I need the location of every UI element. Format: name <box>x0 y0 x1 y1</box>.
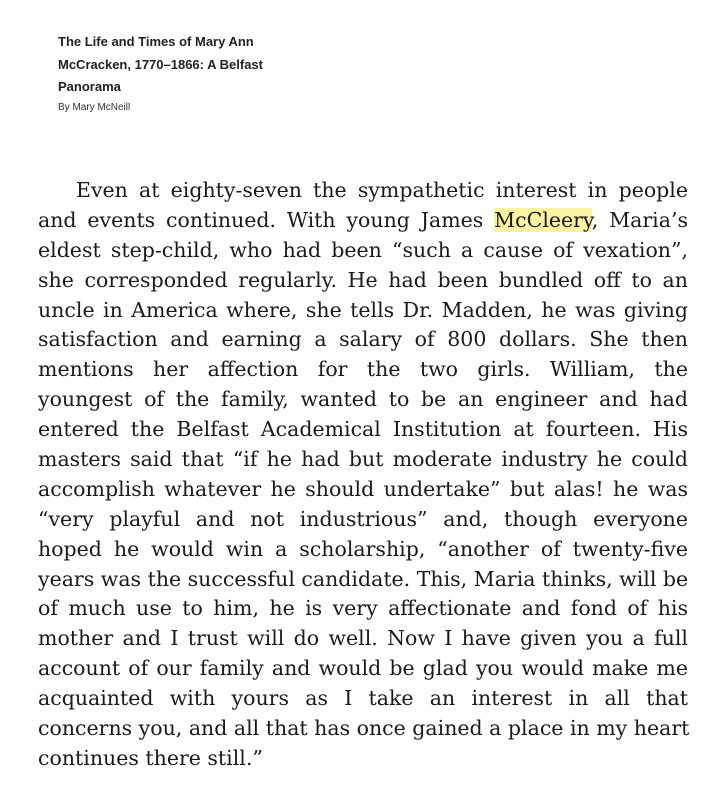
book-header <box>58 31 318 115</box>
book-title: The Life and Times of Mary Ann McCracken, 1770–1866: A Belfast Panorama <box>58 34 263 94</box>
text-line: uncle in America where, she tells Dr. Madden, he was giving <box>38 297 688 322</box>
text-line: mother and I trust will do well. Now I have given you a full <box>38 626 688 651</box>
text-line <box>38 206 688 236</box>
text-line: hoped he would win a scholarship, “another of twenty-five <box>38 536 688 561</box>
text-line: years was the successful candidate. This, Maria thinks, will be <box>38 566 689 591</box>
book-author: By Mary McNeill <box>58 101 131 113</box>
text-line: accomplish whatever he should undertake” but alas! he was <box>38 476 688 501</box>
text-line: she corresponded regularly. He had been bundled off to an <box>38 267 688 292</box>
text-segment: , Maria’s <box>591 207 688 232</box>
text-line: account of our family and would be glad you would make me <box>38 656 688 681</box>
text-line: concerns you, and all that has once gained a place in my heart <box>38 716 690 741</box>
text-line: satisfaction and earning a salary of 800 dollars. She then <box>38 327 688 352</box>
text-segment: and events continued. With young James <box>38 207 495 232</box>
text-line: masters said that “if he had but moderate industry he could <box>38 447 688 472</box>
text-line: continues there still.” <box>38 745 263 770</box>
passage-text <box>38 176 688 774</box>
highlighted-word[interactable]: McCleery <box>494 207 592 232</box>
text-line: “very playful and not industrious” and, though everyone <box>38 506 688 531</box>
text-line: mentions her affection for the two girls. William, the <box>38 357 688 382</box>
text-line: entered the Belfast Academical Institution at fourteen. His <box>38 417 688 442</box>
text-line: of much use to him, he is very affectionate and fond of his <box>38 596 688 621</box>
text-line: acquainted with yours as I take an interest in all that <box>38 686 688 711</box>
text-line: Even at eighty-seven the sympathetic interest in people <box>76 178 688 202</box>
text-line: youngest of the family, wanted to be an engineer and had <box>38 387 688 412</box>
text-line: eldest step-child, who had been “such a cause of vexation”, <box>38 237 688 262</box>
